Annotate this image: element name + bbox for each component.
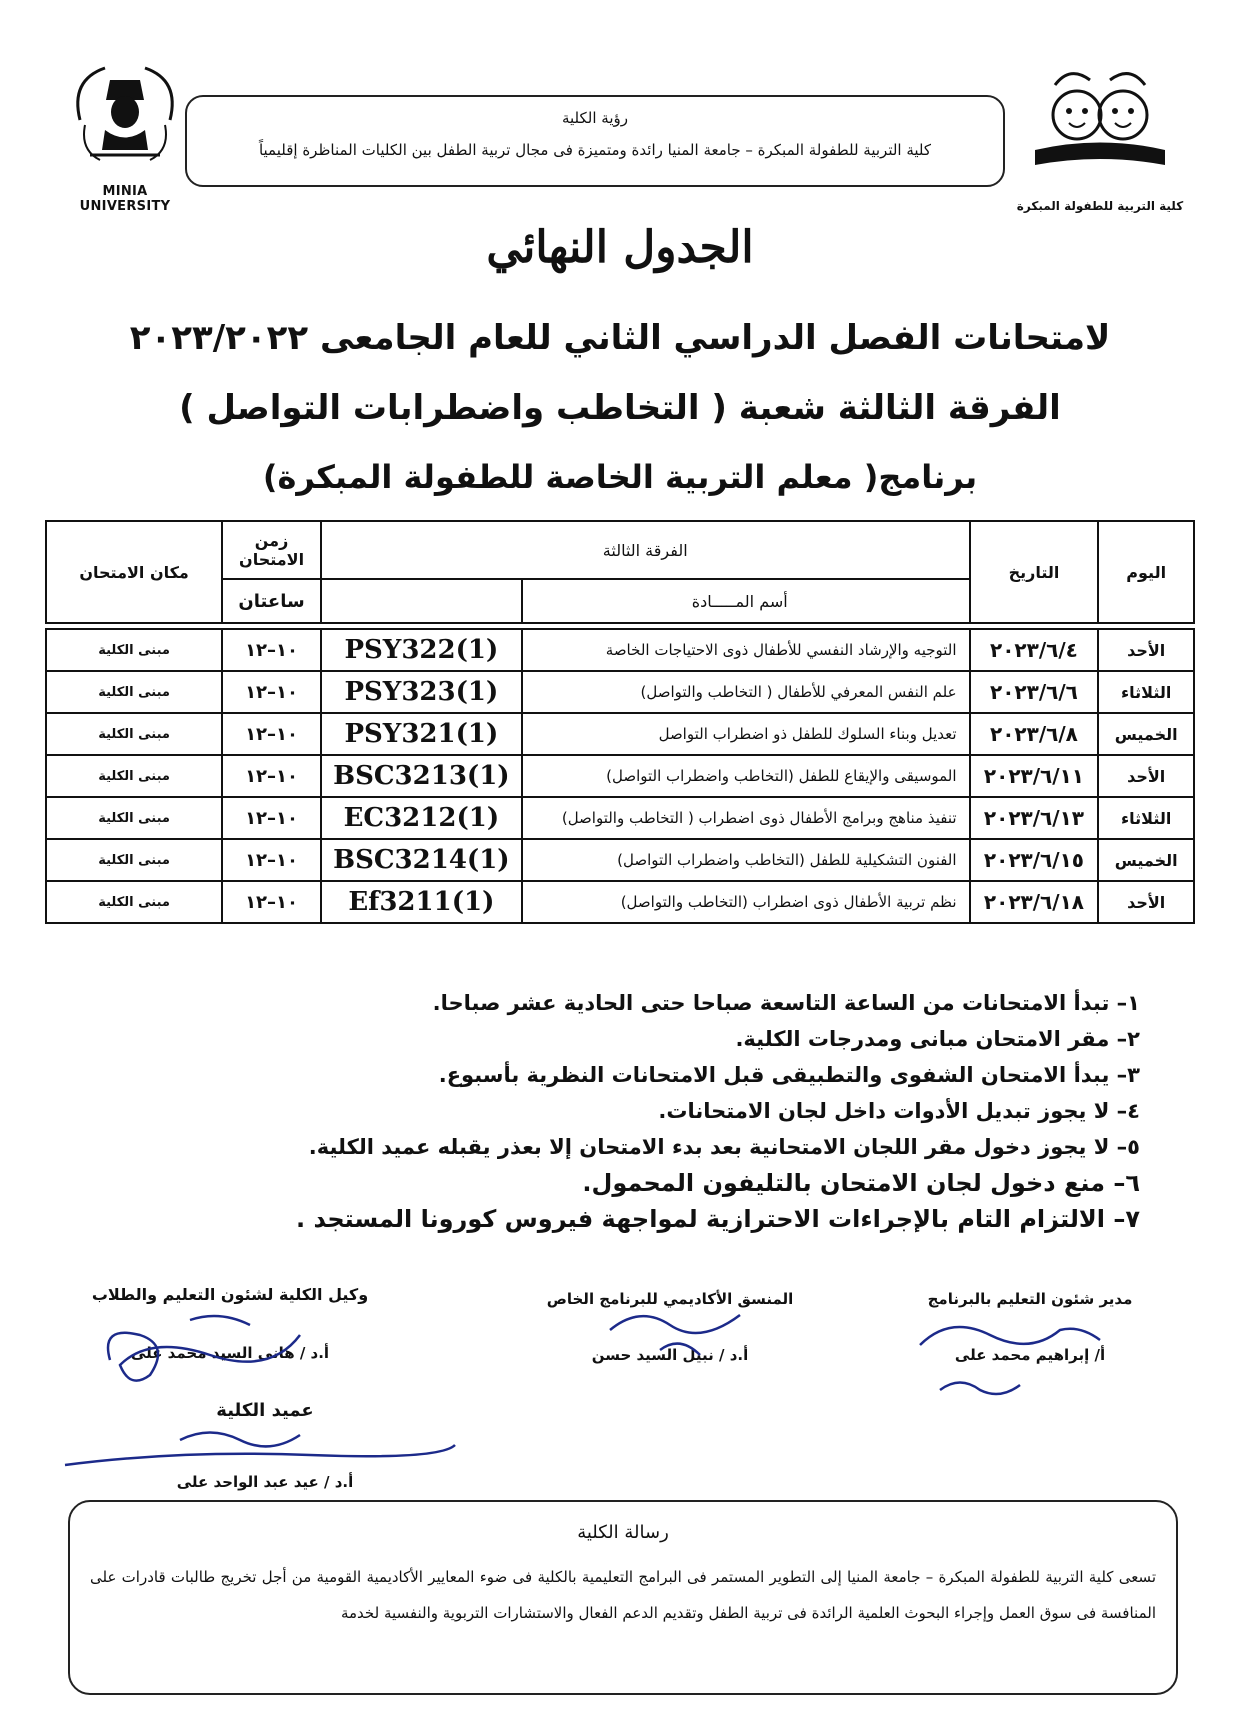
exam-term-subtitle: لامتحانات الفصل الدراسي الثاني للعام الجامعى ٢٠٢٣/٢٠٢٢ — [129, 318, 1111, 358]
row-day: الأحد — [1098, 629, 1194, 671]
header-time: زمن الامتحان — [222, 521, 321, 579]
children-book-emblem-icon — [1015, 45, 1185, 195]
mission-title: رسالة الكلية — [577, 1522, 669, 1543]
row-code: PSY321(1) — [321, 713, 522, 755]
vice-dean-handwritten-signature-icon — [90, 1305, 320, 1395]
row-date: ٢٠٢٣/٦/١٨ — [970, 881, 1099, 923]
table-row — [46, 713, 1194, 755]
faculty-logo — [1015, 45, 1185, 213]
header-date: التاريخ — [970, 521, 1099, 623]
header-code-empty — [321, 579, 522, 623]
vice-dean-title: وكيل الكلية لشئون التعليم والطلاب — [91, 1285, 369, 1304]
row-time: ١٠–١٢ — [222, 629, 321, 671]
coordinator-name: أ.د / نبيل السيد حسن — [591, 1346, 749, 1364]
row-subject: تنفيذ مناهج وبرامج الأطفال ذوى اضطراب ( التخاطب والتواصل) — [522, 797, 970, 839]
row-subject: التوجيه والإرشاد النفسي للأطفال ذوى الاحتياجات الخاصة — [522, 629, 970, 671]
college-mission-box — [68, 1500, 1178, 1695]
exam-notes — [220, 985, 1140, 1237]
row-day: الخميس — [1098, 713, 1194, 755]
exam-schedule-table — [45, 520, 1195, 924]
director-name: أ/ إبراهيم محمد على — [954, 1346, 1106, 1364]
table-row — [46, 797, 1194, 839]
director-handwritten-signature-icon — [910, 1305, 1110, 1400]
row-day: الثلاثاء — [1098, 797, 1194, 839]
mission-text: تسعى كلية التربية للطفولة المبكرة – جامعة المنيا إلى التطوير المستمر فى البرامج التعليمية بالكلية فى ضوء المعايير الأكاديمية القومية من أجل تخريج طالبات قادرات على المنافسة فى سوق العمل وإجراء البحوث العلمية الرائدة فى تربية الطفل وتقديم الدعم الفعال والاستشارات التربوية والنفسية لخدمة — [90, 1568, 1156, 1622]
row-code: BSC3214(1) — [321, 839, 522, 881]
director-title: مدير شئون التعليم بالبرنامج — [927, 1290, 1133, 1308]
table-row — [46, 671, 1194, 713]
coordinator-title: المنسق الأكاديمي للبرنامج الخاص — [546, 1290, 794, 1308]
row-place: مبنى الكلية — [46, 881, 222, 923]
row-code: EC3212(1) — [321, 797, 522, 839]
dean-title: عميد الكلية — [216, 1400, 314, 1421]
row-time: ١٠–١٢ — [222, 671, 321, 713]
row-subject: الفنون التشكيلية للطفل (التخاطب واضطراب التواصل) — [522, 839, 970, 881]
row-time: ١٠–١٢ — [222, 797, 321, 839]
note-item: ٢– مقر الامتحان مبانى ومدرجات الكلية. — [735, 1027, 1140, 1051]
row-day: الأحد — [1098, 881, 1194, 923]
header-place: مكان الامتحان — [46, 521, 222, 623]
table-row — [46, 755, 1194, 797]
row-date: ٢٠٢٣/٦/١٣ — [970, 797, 1099, 839]
note-item: ٤– لا يجوز تبديل الأدوات داخل لجان الامتحانات. — [658, 1099, 1140, 1123]
row-subject: تعديل وبناء السلوك للطفل ذو اضطراب التواصل — [522, 713, 970, 755]
row-date: ٢٠٢٣/٦/٦ — [970, 671, 1099, 713]
row-time: ١٠–١٢ — [222, 755, 321, 797]
coordinator-handwritten-signature-icon — [600, 1300, 760, 1370]
row-time: ١٠–١٢ — [222, 713, 321, 755]
row-time: ١٠–١٢ — [222, 881, 321, 923]
header-day: اليوم — [1098, 521, 1194, 623]
row-time: ١٠–١٢ — [222, 839, 321, 881]
page-title: الجدول النهائي — [486, 222, 754, 273]
row-subject: الموسيقى والإيقاع للطفل (التخاطب واضطراب التواصل) — [522, 755, 970, 797]
row-date: ٢٠٢٣/٦/٨ — [970, 713, 1099, 755]
header-duration: ساعتان — [222, 579, 321, 623]
university-name-english: MINIA UNIVERSITY — [79, 184, 171, 214]
row-place: مبنى الكلية — [46, 713, 222, 755]
table-row — [46, 881, 1194, 923]
vice-dean-name: أ.د / هانى السيد محمد على — [130, 1344, 330, 1362]
table-row — [46, 839, 1194, 881]
note-item: ٦– منع دخول لجان الامتحان بالتليفون المحمول. — [582, 1169, 1140, 1197]
header-subject: أسم المـــــادة — [522, 579, 970, 623]
row-date: ٢٠٢٣/٦/١١ — [970, 755, 1099, 797]
row-place: مبنى الكلية — [46, 629, 222, 671]
row-code: PSY323(1) — [321, 671, 522, 713]
faculty-name-arabic: كلية التربية للطفولة المبكرة — [1016, 199, 1184, 213]
row-day: الثلاثاء — [1098, 671, 1194, 713]
dean-name: أ.د / عيد عبد الواحد على — [176, 1473, 354, 1491]
row-date: ٢٠٢٣/٦/٤ — [970, 629, 1099, 671]
row-code: PSY322(1) — [321, 629, 522, 671]
vision-text: كلية التربية للطفولة المبكرة – جامعة المنيا رائدة ومتميزة فى مجال تربية الطفل بين الكليات المناظرة إقليمياً — [258, 141, 932, 159]
note-item: ١– تبدأ الامتحانات من الساعة التاسعة صباحا حتى الحادية عشر صباحا. — [432, 991, 1140, 1015]
row-day: الأحد — [1098, 755, 1194, 797]
row-date: ٢٠٢٣/٦/١٥ — [970, 839, 1099, 881]
row-place: مبنى الكلية — [46, 839, 222, 881]
row-place: مبنى الكلية — [46, 755, 222, 797]
header-group: الفرقة الثالثة — [321, 521, 970, 579]
college-vision-box — [185, 95, 1005, 187]
group-subtitle: الفرقة الثالثة شعبة ( التخاطب واضطرابات التواصل ) — [179, 388, 1061, 428]
note-item: ٧– الالتزام التام بالإجراءات الاحترازية لمواجهة فيروس كورونا المستجد . — [296, 1205, 1140, 1233]
row-code: Ef3211(1) — [321, 881, 522, 923]
row-place: مبنى الكلية — [46, 797, 222, 839]
row-day: الخميس — [1098, 839, 1194, 881]
nefertiti-emblem-icon — [60, 50, 190, 180]
note-item: ٣– يبدأ الامتحان الشفوى والتطبيقى قبل الامتحانات النظرية بأسبوع. — [438, 1063, 1140, 1087]
row-place: مبنى الكلية — [46, 671, 222, 713]
minia-university-logo — [60, 50, 190, 214]
table-row — [46, 629, 1194, 671]
note-item: ٥– لا يجوز دخول مقر اللجان الامتحانية بعد بدء الامتحان إلا بعذر يقبله عميد الكلية. — [308, 1135, 1140, 1159]
dean-handwritten-signature-icon — [60, 1415, 460, 1485]
row-subject: علم النفس المعرفي للأطفال ( التخاطب والتواصل) — [522, 671, 970, 713]
row-subject: نظم تربية الأطفال ذوى اضطراب (التخاطب والتواصل) — [522, 881, 970, 923]
program-subtitle: برنامج( معلم التربية الخاصة للطفولة المبكرة) — [262, 458, 978, 496]
vision-title: رؤية الكلية — [561, 109, 629, 127]
row-code: BSC3213(1) — [321, 755, 522, 797]
